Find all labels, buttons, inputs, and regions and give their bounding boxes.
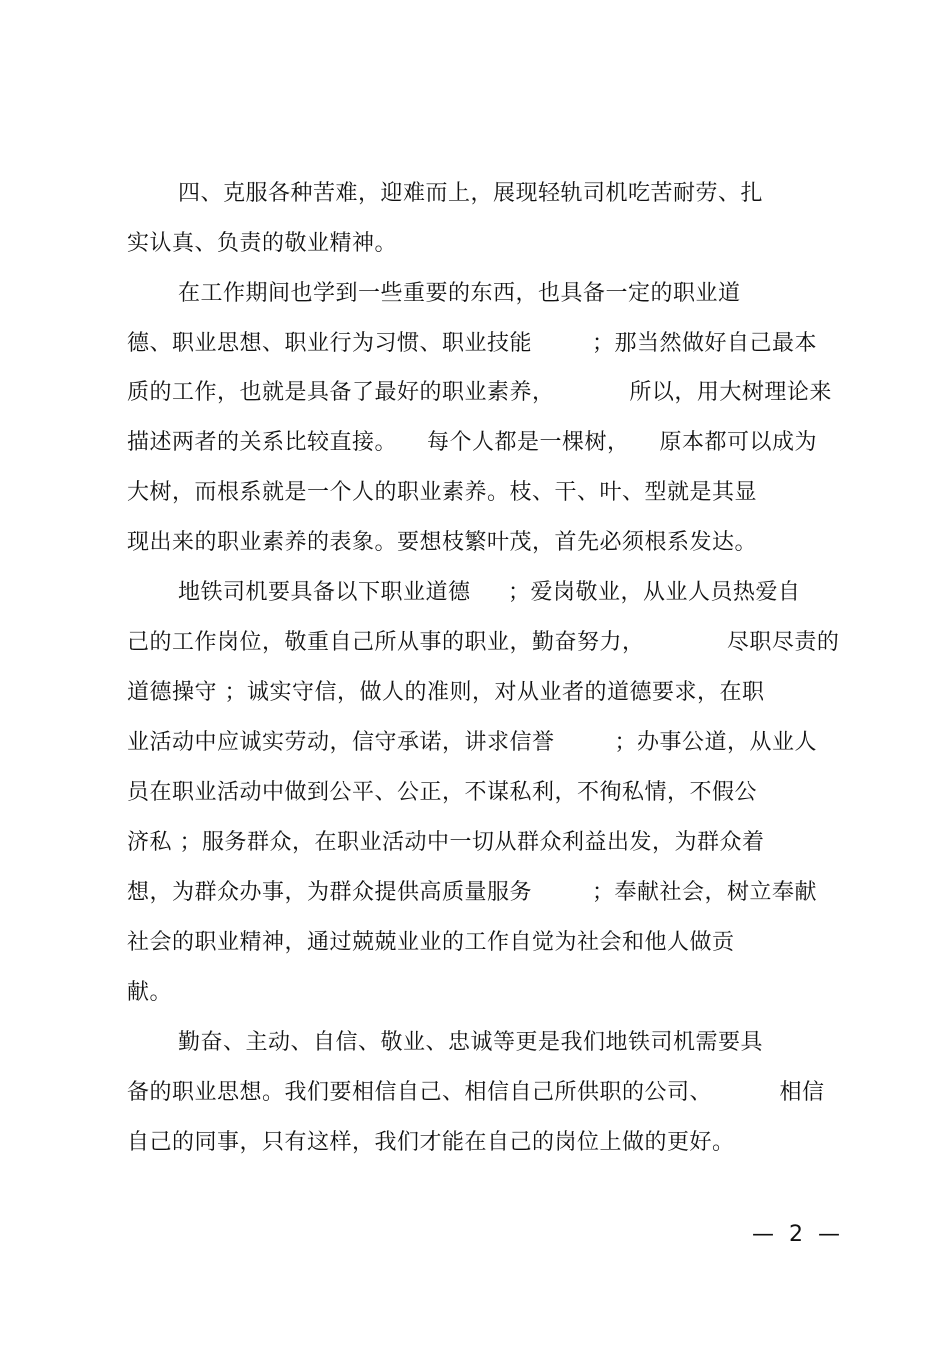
text-line: 想，为群众办事，为群众提供高质量服务 ；奉献社会，树立奉献 xyxy=(127,880,817,905)
text-line: 济私 ；服务群众，在职业活动中一切从群众利益出发，为群众着 xyxy=(127,830,765,855)
text-line: 献。 xyxy=(127,980,173,1005)
text-line: 大树，而根系就是一个人的职业素养。枝、干、叶、型就是其显 xyxy=(127,480,758,505)
text-line: 道德操守 ；诚实守信，做人的准则，对从业者的道德要求，在职 xyxy=(127,680,765,705)
text-line: 业活动中应诚实劳动，信守承诺，讲求信誉 ；办事公道，从业人 xyxy=(127,730,817,755)
text-line: 自己的同事，只有这样，我们才能在自己的岗位上做的更好。 xyxy=(127,1130,735,1155)
text-line: 在工作期间也学到一些重要的东西，也具备一定的职业道 xyxy=(178,281,741,306)
text-line: 现出来的职业素养的表象。要想枝繁叶茂，首先必须根系发达。 xyxy=(127,530,758,555)
text-line: 四、克服各种苦难，迎难而上，展现轻轨司机吃苦耐劳、扎 xyxy=(178,181,764,206)
text-line: 描述两者的关系比较直接。 每个人都是一棵树， 原本都可以成为 xyxy=(127,430,817,455)
text-line: 员在职业活动中做到公平、公正，不谋私利，不徇私情，不假公 xyxy=(127,780,758,805)
text-line: 质的工作，也就是具备了最好的职业素养， 所以，用大树理论来 xyxy=(127,380,832,405)
text-line: 地铁司机要具备以下职业道德 ；爱岗敬业，从业人员热爱自 xyxy=(178,580,801,605)
text-line: 德、职业思想、职业行为习惯、职业技能 ；那当然做好自己最本 xyxy=(127,331,817,356)
text-line: 备的职业思想。我们要相信自己、相信自己所供职的公司、 相信 xyxy=(127,1080,825,1105)
text-line: 实认真、负责的敬业精神。 xyxy=(127,231,398,256)
text-line: 己的工作岗位，敬重自己所从事的职业，勤奋努力， 尽职尽责的 xyxy=(127,630,840,655)
page-number: — 2 — xyxy=(752,1222,844,1247)
text-line: 社会的职业精神，通过兢兢业业的工作自觉为社会和他人做贡 xyxy=(127,930,735,955)
text-line: 勤奋、主动、自信、敬业、忠诚等更是我们地铁司机需要具 xyxy=(178,1030,764,1055)
